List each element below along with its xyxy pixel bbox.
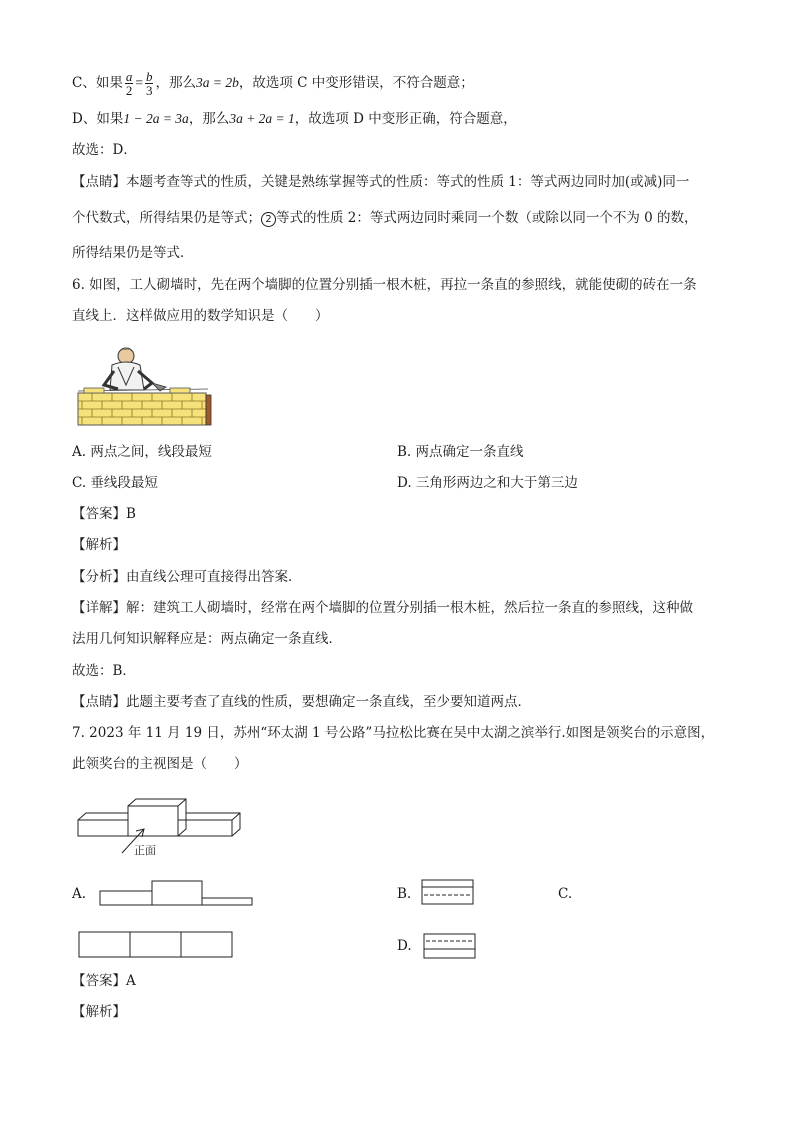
q6-option-b: B. 两点确定一条直线 — [397, 444, 524, 460]
text: ，故选项 C 中变形错误，不符合题意； — [238, 75, 474, 91]
q7-stem-b: 此领奖台的主视图是（ ） — [72, 756, 248, 772]
answer-7: 【答案】A — [72, 973, 136, 989]
math-expression: 1 − 2a = 3a — [123, 111, 189, 126]
math-expression: 3a + 2a = 1 — [229, 111, 295, 126]
text: C、如果 — [72, 75, 123, 91]
denominator: 3 — [145, 83, 153, 98]
line-option-c — [72, 70, 474, 97]
text: 个代数式，所得结果仍是等式； — [72, 210, 261, 226]
text: 等式的性质 2：等式两边同时乘同一个数（或除以同一个不为 0 的数， — [276, 210, 698, 226]
tip-1-a: 【点睛】本题考查等式的性质，关键是熟练掌握等式的性质：等式的性质 1：等式两边同时加(或减)同一 — [72, 174, 690, 190]
tip-1-b — [72, 208, 698, 228]
line-option-d — [72, 109, 517, 129]
fraction-a-over-2 — [125, 70, 134, 97]
q6-stem-b: 直线上．这样做应用的数学知识是（ ） — [72, 308, 329, 324]
text: D、如果 — [72, 111, 124, 127]
q7-option-d-label: D. — [397, 938, 412, 954]
worker-wall-illustration — [74, 345, 214, 427]
front-label: 正面 — [134, 844, 156, 857]
choose-d: 故选：D． — [72, 142, 137, 158]
choose-b: 故选：B． — [72, 663, 136, 679]
tip-1-c: 所得结果仍是等式． — [72, 245, 194, 261]
denominator: 2 — [125, 83, 133, 98]
q7-stem-a: 7. 2023 年 11 月 19 日，苏州“环太湖 1 号公路”马拉松比赛在吴中太湖之滨举行.如图是领奖台的示意图， — [72, 725, 715, 741]
q7-option-d-figure — [423, 932, 478, 960]
math-expression: 3a = 2b — [195, 75, 239, 90]
q7-option-c-figure — [78, 930, 234, 960]
detail-6-a: 【详解】解：建筑工人砌墙时，经常在两个墙脚的位置分别插一根木桩，然后拉一条直的参照线，这种做 — [72, 600, 693, 616]
q7-option-c-label: C. — [558, 886, 573, 902]
numerator: a — [125, 69, 133, 84]
fraction-b-over-3 — [145, 70, 154, 97]
analysis-6-heading: 【解析】 — [72, 537, 126, 553]
analysis-6-fenxi: 【分析】由直线公理可直接得出答案． — [72, 569, 302, 585]
text: ，那么 — [188, 111, 230, 127]
q6-stem-a: 6. 如图，工人砌墙时，先在两个墙脚的位置分别插一根木桩，再拉一条直的参照线，就能使砌的砖在一条 — [72, 277, 697, 293]
circled-number: 2 — [261, 212, 276, 227]
tip-6: 【点睛】此题主要考查了直线的性质，要想确定一条直线，至少要知道两点． — [72, 694, 531, 710]
text: ，那么 — [155, 75, 196, 91]
q7-option-a-figure — [98, 879, 256, 907]
q7-option-a-label: A. — [72, 886, 87, 902]
q7-option-b-label: B. — [397, 886, 412, 902]
answer-6: 【答案】B — [72, 506, 136, 522]
podium-3d-figure — [74, 798, 249, 860]
q6-option-d: D. 三角形两边之和大于第三边 — [397, 475, 578, 491]
q6-option-c: C. 垂线段最短 — [72, 475, 158, 491]
equals-sign: = — [135, 75, 143, 90]
q6-option-a: A. 两点之间，线段最短 — [72, 444, 212, 460]
text: ，故选项 D 中变形正确，符合题意， — [294, 111, 517, 127]
numerator: b — [145, 69, 153, 84]
analysis-7-heading: 【解析】 — [72, 1004, 126, 1020]
q7-option-b-figure — [421, 878, 476, 906]
detail-6-b: 法用几何知识解释应是：两点确定一条直线． — [72, 631, 342, 647]
